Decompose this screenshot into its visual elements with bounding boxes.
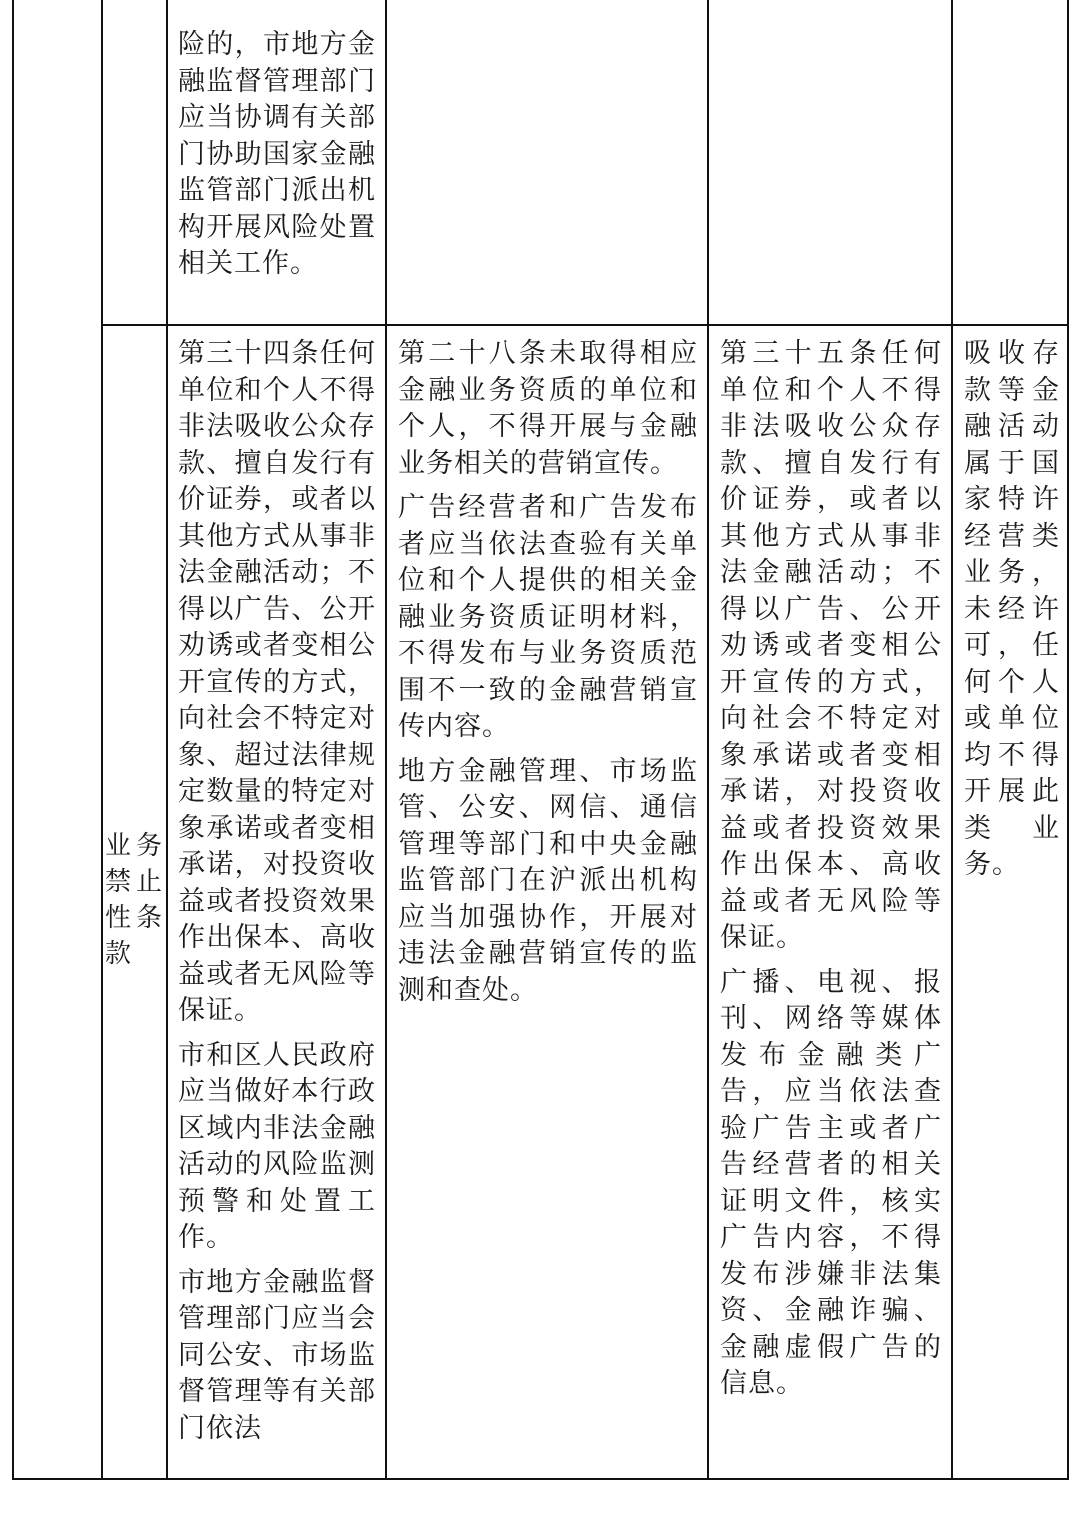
main-row-cell-col2 bbox=[168, 336, 384, 1476]
top-row-cell-col2 bbox=[168, 27, 384, 322]
col5-paragraph: 吸收存款等金融活动属于国家特许经营类业务，未经许可，任何个人或单位均不得开展此类 业务。 bbox=[964, 338, 1060, 880]
col4-paragraph: 第三十五条任何单位和个人不得非法吸收公众存款、擅自发行有价证券，或者以其他方式从事非法金融活动；不得以广告、公开劝诱或者变相公开宣传的方式，向社会不特定对象承诺或者变相承诺，对投资收益或者投资效果作出保本、高收益或者无风险等保证。 bbox=[720, 338, 942, 953]
col2-paragraph: 市地方金融监督管理部门应当会同公安、市场监督管理等有关部门依法 bbox=[178, 1266, 376, 1444]
column-divider-1 bbox=[101, 0, 103, 1480]
col3-paragraph: 第二十八条未取得相应金融业务资质的单位和个人，不得开展与金融业务相关的营销宣传。 bbox=[398, 338, 698, 479]
column-divider-3 bbox=[385, 0, 387, 1480]
row-divider bbox=[101, 324, 1069, 326]
main-row-cell-col5 bbox=[954, 336, 1066, 1476]
column-divider-5 bbox=[951, 0, 953, 1480]
top-row-text: 险的，市地方金融监督管理部门应当协调有关部门协助国家金融监管部门派出机构开展风险处置相关工作。 bbox=[178, 29, 376, 279]
table-border-right bbox=[1067, 0, 1069, 1480]
table-border-left bbox=[12, 0, 14, 1480]
col3-paragraph: 地方金融管理、市场监管、公安、网信、通信管理等部门和中央金融监管部门在沪派出机构应当加强协作，开展对违法金融营销宣传的监测和查处。 bbox=[398, 755, 698, 1006]
category-label: 业务禁止性条款 bbox=[105, 831, 163, 969]
table-border-bottom bbox=[12, 1478, 1069, 1480]
main-row-cell-col3 bbox=[388, 336, 706, 1476]
main-row-cell-col4 bbox=[710, 336, 950, 1476]
col2-paragraph: 市和区人民政府应当做好本行政区域内非法金融活动的风险监测预警和处置工作。 bbox=[178, 1039, 376, 1253]
col4-paragraph: 广播、电视、报刊、网络等媒体发布金融类广告，应当依法查验广告主或者广告经营者的相关证明文件，核实广告内容，不得发布涉嫌非法集资、金融诈骗、金融虚假广告的信息。 bbox=[720, 966, 942, 1399]
col2-paragraph: 第三十四条任何单位和个人不得非法吸收公众存款、擅自发行有价证券，或者以其他方式从事非法金融活动；不得以广告、公开劝诱或者变相公开宣传的方式，向社会不特定对象、超过法律规定数量的特定对象承诺或者变相承诺，对投资收益或者投资效果作出保本、高收益或者无风险等保证。 bbox=[178, 338, 376, 1026]
col3-paragraph: 广告经营者和广告发布者应当依法查验有关单位和个人提供的相关金融业务资质证明材料，不得发布与业务资质范围不一致的金融营销宣传内容。 bbox=[398, 492, 698, 742]
column-divider-4 bbox=[707, 0, 709, 1480]
category-label-cell bbox=[103, 828, 165, 988]
